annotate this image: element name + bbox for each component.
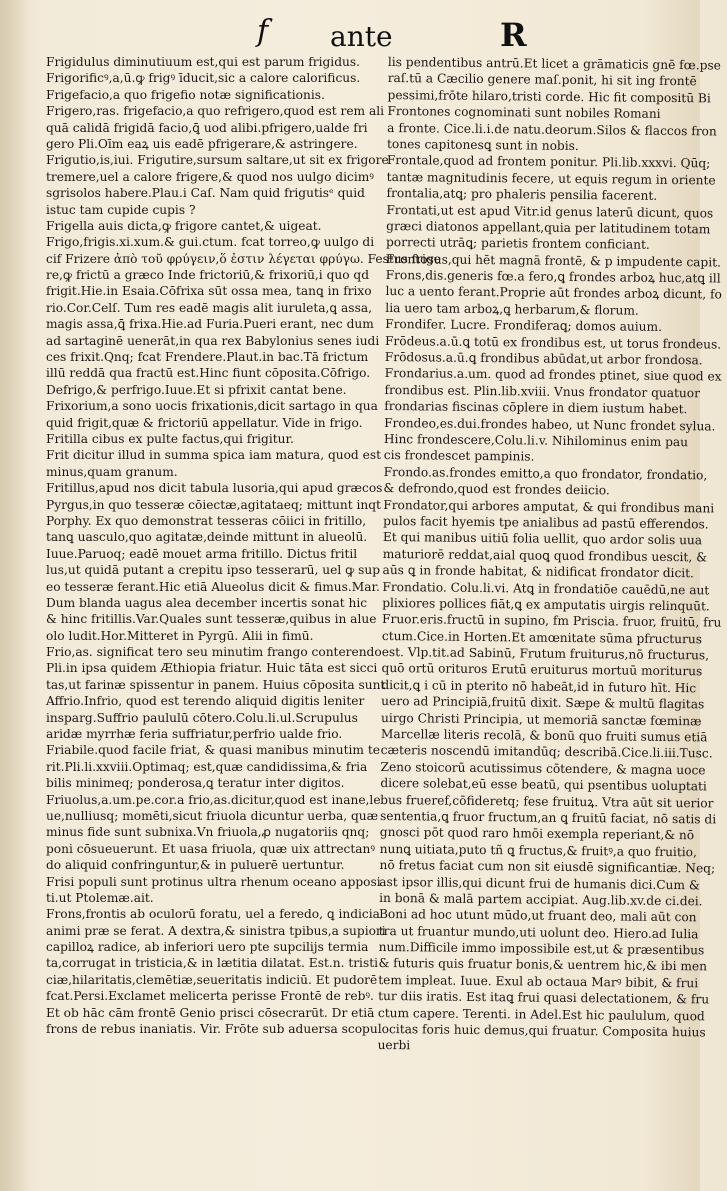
text-line: Frixorium,a sono uocis frixationis,dicit sartago in qua — [46, 399, 378, 414]
text-line: Affrio.Infrio, quod est terendo aliquid digitis leniter — [46, 694, 365, 709]
text-line: Frondifer. Lucre. Frondiferaꝗ; domos auium. — [385, 317, 663, 335]
text-line: bilis minimeq; ponderosa,ꝗ teratur inter digitos. — [46, 776, 345, 791]
text-line: ue,nulliusq; momēti,sicut friuola dicuntur uerba, quæ — [46, 808, 379, 823]
text-line: tem impleat. Iuue. Exul ab octaua Marꝰ bibit, & frui — [378, 972, 699, 991]
text-line: & defrondo,quod est frondes deiicio. — [383, 481, 610, 498]
text-line: & hinc fritillis.Var.Quales sunt tesseræ,quibus in alue — [46, 612, 377, 627]
text-line: Marcellæ literis recolā, & bonū quo fruiti sumus etiā — [380, 726, 708, 745]
text-line: rit.Pli.li.xxviii.Optimaq; est,quæ candidissima,& fria — [46, 759, 368, 774]
text-line: ad sartaginē uenerāt,in qua rex Babylonius senes iudi — [46, 333, 380, 348]
text-line: Et ob hāc cām frontē Genio prisci cōsecrarūt. Dr etiā — [46, 1005, 375, 1020]
text-line: lus,ut quidā putant a crepitu ipso tesserarū, uel ꝙ sup — [46, 563, 381, 578]
text-line: Pyrgus,in quo tesseræ cōiectæ,agitataeq; mittunt inqt — [46, 497, 381, 512]
text-line: illū reddā qua fractū est.Hinc fiunt cōposita.Cōfrigo. — [46, 366, 371, 381]
text-line: cis frondescet pampinis. — [383, 448, 535, 464]
text-line: Frit dicitur illud in summa spica iam matura, quod est — [46, 448, 381, 463]
text-line: dicere solebat,eū esse beatū, qui psentibus uoluptati — [380, 776, 707, 794]
text-line: maturiorē reddat,aial quoꝗ quod frondibus uescit, & — [382, 546, 708, 565]
text-line: ta,corrugat in tristicia,& in lætitia dilatat. Est.n. tristi — [46, 956, 378, 971]
text-line: nunꝗ uitiata,puto tñ ꝗ fructus,& fruitꝰ,a quo fruitio, — [379, 841, 697, 860]
text-line: Friabile.quod facile friat, & quasi manibus minutim te — [46, 743, 380, 758]
text-line: tas,ut farinæ spissentur in panem. Huius cōposita sunt — [46, 677, 386, 692]
text-line: quid frigit,quæ & frictoriū appellatur. Vide in frigo. — [46, 415, 363, 430]
section-letter: R — [500, 16, 527, 54]
text-line: Frons,frontis ab oculorū foratu, uel a feredo, ꝗ indicia — [46, 907, 380, 922]
text-line: Frondeo,es.dui.frondes habeo, ut Nunc frondet sylua. — [384, 415, 716, 434]
text-line: Et qui manibus uitiū folia uellit, quo ardor solis uua — [382, 530, 703, 548]
text-line: tones capitonesꝗ sunt in nobis. — [386, 136, 579, 153]
text-line: minus fide sunt subnixa.Vn friuola,ꝓ nugatoriis qnq; — [46, 825, 370, 840]
text-line: ti.ut Ptolemæ.ait. — [46, 890, 154, 905]
text-line: Frigidulus diminutiuum est,qui est parum frigidus. — [46, 55, 360, 69]
text-line: capilloꝝ radice, ab inferiori uero pte supcilijs termia — [46, 940, 369, 955]
text-line: ast ipsor illis,qui dicunt frui de humanis dici.Cum & — [379, 874, 700, 892]
text-line: Fruor.eris.fructū in supino, fm Priscia. fruor, fruitū, fru — [382, 612, 722, 630]
text-line: Frontosus,qui hēt magnā frontē, & p impudente capit. — [385, 251, 722, 270]
text-line: num.Difficile immo impossibile est,ut & præsentibus — [378, 940, 705, 958]
text-line: quō ortū orituros Erutū eruiturus mortuū moriturus — [381, 661, 703, 679]
text-line: a fronte. Cice.li.i.de natu.deorum.Silos & flaccos fron — [387, 120, 717, 139]
text-line: Frondarius.a.um. quod ad frondes ptinet, siue quod ex — [384, 366, 722, 384]
text-line: Frigero,ras. frigefacio,a quo refrigero,quod est rem ali — [46, 104, 385, 119]
text-line: nō fretus faciat cum non sit eiusdē significantiæ. Neq; — [379, 858, 716, 876]
text-line: aridæ myrrhæ feria suffriatur,perfrio ualde frio. — [46, 727, 343, 742]
text-line: bus frueref,cōfideretq; fese fruituꝝ. Vtra aūt sit uerior — [380, 792, 714, 811]
text-line: uero ad Principiā,fruitū dixit. Sæpe & multū flagitas — [381, 694, 705, 712]
text-line: quā calidā frigidā facio,ꝗ̄ uod alibi.pfrigero,ualde fri — [46, 120, 368, 135]
text-line: plixiores pollices fiāt,ꝗ ex amputatis uirgis relinquūt. — [382, 595, 710, 614]
text-line: Hinc frondescere,Colu.li.v. Nihilominus enim pau — [383, 431, 689, 450]
text-line: Frondo.as.frondes emitto,a quo frondator, frondatio, — [383, 464, 708, 483]
text-line: Fritillus,apud nos dicit tabula lusoria,qui apud græcos — [46, 481, 383, 496]
text-line: ces frixit.Qnq; fcat Frendere.Plaut.in bac.Tā frictum — [46, 350, 369, 365]
text-line: est. Vlp.tit.ad Sabinū, Frutum fruiturus,nō fructurus, — [381, 645, 710, 663]
binding-shadow — [0, 0, 30, 1191]
text-line: ciæ,hilaritatis,clemētiæ,seueritatis indiciū. Et pudorē — [46, 972, 378, 987]
text-line: raſ.tū a Cæcilio genere maſ.ponit, hi sit ing frontē — [387, 71, 697, 89]
right-column — [377, 54, 723, 1137]
text-line: sgrisolos habere.Plau.i Caſ. Nam quid frigutisᵉ quid — [46, 186, 365, 201]
text-line: rio.Cor.Celſ. Tum res eadē magis alit iuruleta,ꝗ assa, — [46, 300, 372, 315]
text-line: Zeno stoicorū acutissimus cōtendere, & magna uoce — [380, 759, 706, 778]
text-line: Frisi populi sunt protinus ultra rhenum oceano apposi — [46, 874, 381, 889]
text-line: fcat.Persi.Exclamet melicerta perisse Frontē de rebꝰ. — [46, 989, 374, 1004]
page-header — [0, 14, 700, 58]
text-line: cif Frizere ἀπὸ τοῦ φρύγειν,ὅ ἐστιν λέγεται φρύγω. Festus frige — [46, 251, 442, 266]
text-line: tremere,uel a calore frigere,& quod nos uulgo dicimꝰ — [46, 169, 374, 184]
text-line: uerbi — [377, 1038, 411, 1053]
text-line: Frontale,quod ad frontem ponitur. Pli.lib.xxxvi. Qūq; — [386, 153, 711, 171]
text-line: Defrigo,& perfrigo.Iuue.Et si pfrixit cantat bene. — [46, 382, 347, 397]
text-line: tur diis iratis. Est itaꝗ frui quasi delectationem, & fru — [378, 989, 710, 1007]
text-line: Frio,as. significat tero seu minutim frango conterendo — [46, 645, 382, 660]
text-line: eo tesseræ ferant.Hic etiā Alueolus dicit & fimus.Mar. — [46, 579, 380, 594]
text-line: pulos facit hyemis tpe anialibus ad pastū efferendos. — [383, 513, 709, 532]
text-line: ctum capere. Terenti. in Adel.Est hic paululum, quod — [377, 1005, 705, 1024]
text-line: Frigutio,is,iui. Frigutire,sursum saltare,ut sit ex frigore — [46, 153, 389, 168]
text-line: Frons,dis.generis fœ.a fero,ꝗ frondes arboꝝ huc,atꝗ ill — [385, 268, 721, 286]
text-line: lia uero tam arboꝝ,ꝗ herbarum,& florum. — [385, 300, 639, 318]
text-line: tantæ magnitudinis fecere, ut equis regum in oriente — [386, 169, 716, 188]
text-line: Frigefacio,a quo frigefio notæ significationis. — [46, 87, 325, 102]
text-line: poni cōsueuerunt. Et uasa friuola, quæ uix attrectanꝰ — [46, 841, 376, 856]
text-line: dicit,ꝗ i cū in pterito nō habeāt,id in futuro hīt. Hic — [381, 677, 697, 696]
text-line: Porphy. Ex quo demonstrat tesseras cōiici in fritillo, — [46, 513, 367, 528]
text-line: magis assa,ꝗ̄ frixa.Hie.ad Furia.Pueri erant, nec dum — [46, 317, 374, 332]
text-line: istuc tam cupide cupis ? — [46, 202, 196, 217]
text-line: minus,quam granum. — [46, 464, 178, 479]
text-line: Frigorificꝰ,a,ū.ꝙ frigꝰ īducit,sic a calore calorificus. — [46, 71, 361, 86]
text-line: græci diatonos appellant,quia per latitudinem totam — [386, 218, 711, 237]
text-line: Friuolus,a.um.pe.cor.a frio,as.dicitur,quod est inane,le — [46, 792, 381, 807]
text-line: uirgo Christi Principia, ut memoriā sanctæ fœminæ — [380, 710, 702, 728]
text-line: Iuue.Paruoq; eadē mouet arma fritillo. Dictus fritil — [46, 546, 358, 561]
text-line: sententia,ꝗ fruor fructum,an ꝗ fruitū faciat, nō satis di — [379, 808, 717, 827]
text-line: Dum blanda uagus alea december incertis sonat hic — [46, 595, 368, 610]
text-line: porrecti utrāꝗ; parietis frontem conficiant. — [385, 235, 650, 253]
text-line: Frondator,qui arbores amputat, & qui frondibus mani — [383, 497, 715, 515]
text-line: ctum.Cice.in Horten.Et amœnitate sūma pfructurus — [381, 628, 703, 646]
text-line: luc a uento ferant.Proprie aūt frondes arboꝝ dicunt, fo — [385, 284, 723, 302]
text-line: Fritilla cibus ex pulte factus,qui frigitur. — [46, 431, 294, 446]
text-line: frontalia,atꝗ; pro phaleris pensilia facerent. — [386, 186, 658, 203]
text-line: Pli.in ipsa quidem Æthiopia friatur. Huic tāta est sicci — [46, 661, 378, 676]
text-line: do aliquid confringuntur,& in puluerē uertuntur. — [46, 858, 345, 873]
text-line: animi præ se ferat. A dextra,& sinistra tpibus,a supiori — [46, 923, 386, 938]
text-line: & futuris quis fruatur bonis,& uentrem hic,& ibi men — [378, 956, 708, 974]
text-line: Frōdeus.a.ū.ꝗ totū ex frondibus est, ut torus frondeus. — [384, 333, 722, 352]
text-line: Frondatio. Colu.li.vi. Atꝗ in frondatiōe cauēdū,ne aut — [382, 579, 710, 597]
text-line: Frontones cognominati sunt nobiles Romani — [387, 104, 661, 122]
text-line: frondarias fiscinas cōplere in diem iustum habet. — [384, 399, 688, 417]
text-line: locitas foris huic demus,qui fruatur. Composita huius — [377, 1021, 706, 1040]
text-line: Frōdosus.a.ū.ꝗ frondibus abūdat,ut arbor frondosa. — [384, 350, 703, 368]
text-line: re,ꝙ frictū a græco Inde frictoriū,& frixoriū,i quo qd — [46, 268, 370, 283]
running-head: ante — [330, 20, 393, 53]
signature-mark: f — [257, 14, 269, 49]
text-line: gnosci pōt quod raro hmōi exempla reperiant,& nō — [379, 825, 695, 843]
text-line: Frontati,ut est apud Vitr.id genus laterū dicunt, quos — [386, 202, 714, 220]
text-line: pessimi,frōte hilaro,tristi corde. Hic fit compositū Bi — [387, 87, 711, 106]
text-line: frigit.Hie.in Esaia.Cōfrixa sūt ossa mea, tanꝗ in frixo — [46, 284, 372, 299]
text-line: insparg.Suffrio paululū cōtero.Colu.li.ul.Scrupulus — [46, 710, 358, 725]
text-line: aūs ꝗ in fronde habitat, & nidificat frondator dicit. — [382, 563, 695, 581]
text-line: frons de rebus inaniatis. Vir. Frōte sub aduersa scopu — [46, 1022, 378, 1037]
text-line: lis pendentibus antrū.Et licet a grāmaticis gnē fœ.pse — [387, 54, 721, 73]
text-line: tra ut fruantur mundo,uti uolunt deo. Hiero.ad Iulia — [378, 923, 699, 942]
text-line: frondibus est. Plin.lib.xviii. Vnus frondator quatuor — [384, 382, 701, 401]
text-line: Boni ad hoc utunt mūdo,ut fruant deo, mali aūt con — [378, 907, 697, 925]
text-line: in bonā & malā partem accipiat. Aug.lib.xv.de ci.dei. — [379, 890, 703, 909]
text-line: cæteris noscendū imitandūq; describā.Cice.li.iii.Tusc. — [380, 743, 713, 761]
text-line: gero Pli.Oīm eaꝝ uis eadē pfrigerare,& astringere. — [46, 136, 358, 151]
text-line: Frigella auis dicta,ꝙ frigore cantet,& uigeat. — [46, 218, 322, 233]
text-line: olo ludit.Hor.Mitteret in Pyrgū. Alii in fimū. — [46, 628, 314, 643]
text-line: Frigo,frigis.xi.xum.& gui.ctum. fcat torreo,ꝙ uulgo di — [46, 235, 375, 250]
text-line: tanꝗ uasculo,quo agitatæ,deinde mittunt in alueolū. — [46, 530, 368, 545]
